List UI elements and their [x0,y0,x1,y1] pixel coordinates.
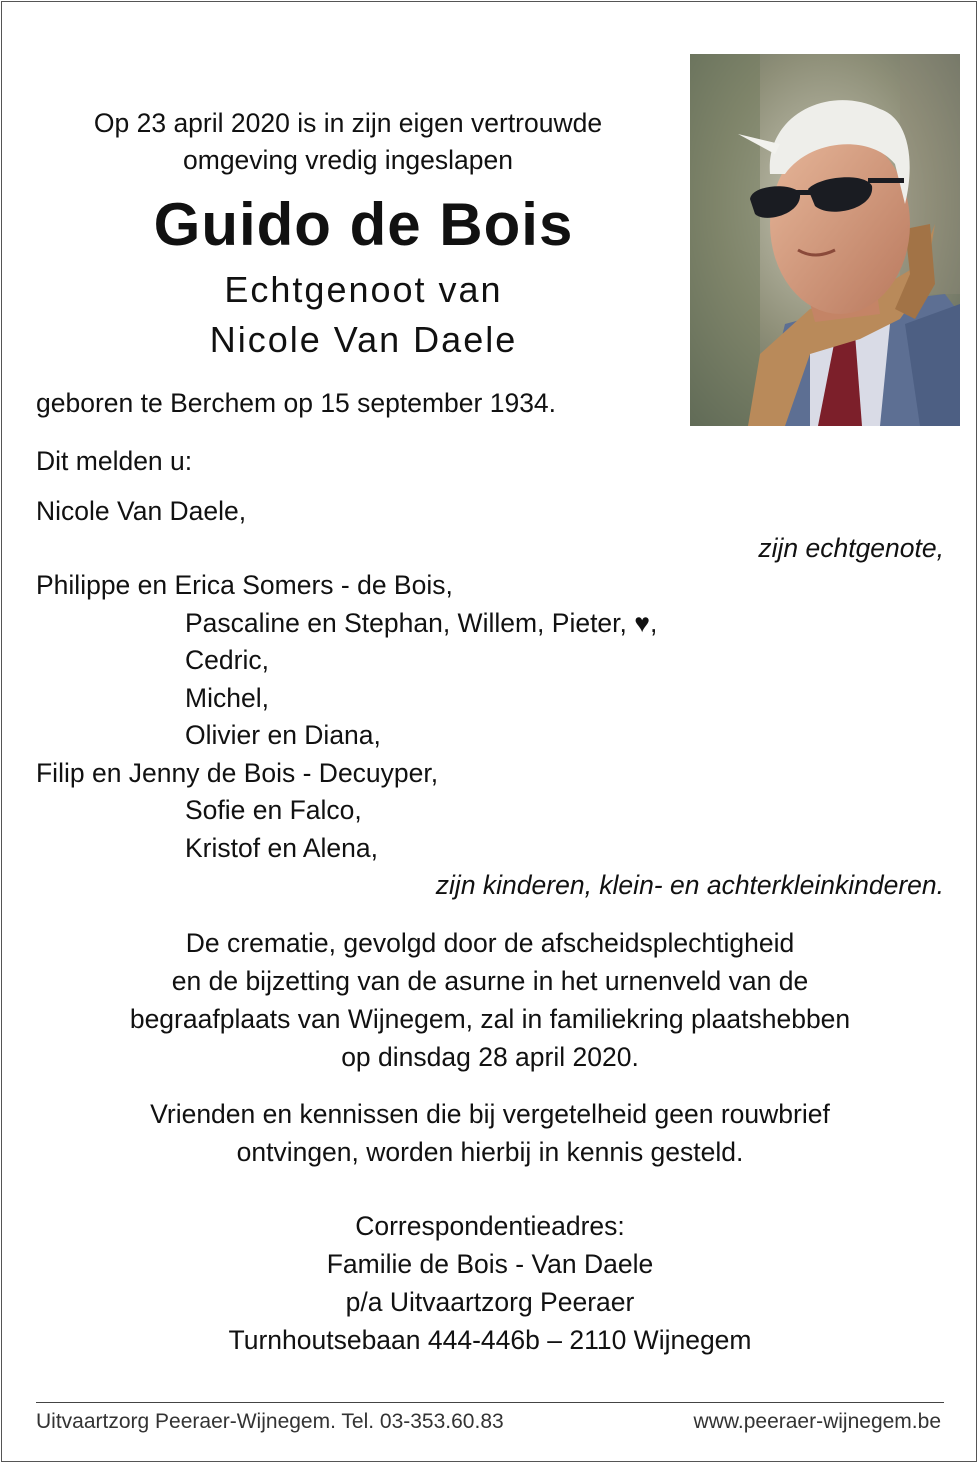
correspondence-line: Turnhoutsebaan 444-446b – 2110 Wijnegem [228,1325,752,1355]
family-spouse-name: Nicole Van Daele, [36,496,247,526]
notice-line: ontvingen, worden hierbij in kennis gesteld. [236,1137,744,1167]
grandchild-line: Michel, [185,683,269,713]
family-children-role: zijn kinderen, klein- en achterkleinkinderen. [435,870,944,900]
grandchild-line: Sofie en Falco, [185,795,362,825]
family-child-2: Filip en Jenny de Bois - Decuyper, [36,758,439,788]
deceased-name: Guido de Bois [153,191,574,258]
footer-contact: Uitvaartzorg Peeraer-Wijnegem. Tel. 03-353.60.83 [36,1410,504,1433]
grandchild-line: Pascaline en Stephan, Willem, Pieter, ♥, [185,608,658,638]
birth-line: geboren te Berchem op 15 september 1934. [36,388,557,418]
family-spouse-role: zijn echtgenote, [758,533,944,563]
grandchild-line: Kristof en Alena, [185,833,378,863]
intro-line-1: Op 23 april 2020 is in zijn eigen vertrouwde [93,108,603,138]
portrait-photo [690,54,960,426]
ceremony-line: op dinsdag 28 april 2020. [341,1042,639,1072]
grandchild-line: Cedric, [185,645,269,675]
spouse-line-1: Echtgenoot van [224,269,503,310]
footer-divider [36,1402,944,1403]
ceremony-line: De crematie, gevolgd door de afscheidsplechtigheid [185,928,795,958]
intro-line-2: omgeving vredig ingeslapen [183,145,513,175]
footer-website-link[interactable]: www.peeraer-wijnegem.be [693,1410,941,1433]
notice-line: Vrienden en kennissen die bij vergetelheid geen rouwbrief [150,1099,830,1129]
ceremony-line: en de bijzetting van de asurne in het urnenveld van de [171,966,809,996]
spouse-line-2: Nicole Van Daele [209,319,518,360]
correspondence-line: Familie de Bois - Van Daele [326,1249,654,1279]
family-child-1: Philippe en Erica Somers - de Bois, [36,570,453,600]
ceremony-line: begraafplaats van Wijnegem, zal in familiekring plaatshebben [129,1004,851,1034]
announce-label: Dit melden u: [36,446,193,476]
correspondence-line: Correspondentieadres: [355,1211,625,1241]
grandchild-line: Olivier en Diana, [185,720,381,750]
correspondence-line: p/a Uitvaartzorg Peeraer [345,1287,635,1317]
